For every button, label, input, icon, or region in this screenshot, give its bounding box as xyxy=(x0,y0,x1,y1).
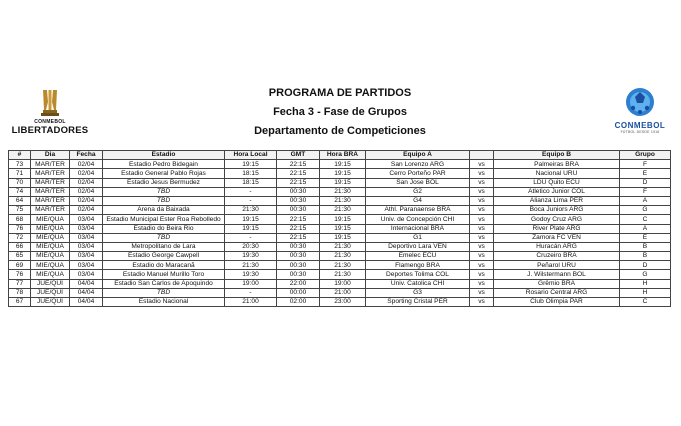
table-cell: vs xyxy=(470,224,494,233)
table-cell: 20:30 xyxy=(225,242,277,251)
column-header: # xyxy=(9,151,31,160)
table-cell: vs xyxy=(470,279,494,288)
table-row xyxy=(9,160,671,169)
table-cell: A xyxy=(620,196,671,205)
title-line-2: Fecha 3 - Fase de Grupos xyxy=(273,106,407,118)
table-cell: 21:30 xyxy=(320,242,366,251)
table-cell: MIE/QUA xyxy=(31,252,70,261)
table-cell: 19:15 xyxy=(320,169,366,178)
table-cell: 70 xyxy=(9,178,31,187)
table-cell: TBD xyxy=(103,233,225,242)
table-cell: MAR/TER xyxy=(31,187,70,196)
table-cell: 19:15 xyxy=(225,160,277,169)
table-cell: MAR/TER xyxy=(31,160,70,169)
table-cell: H xyxy=(620,279,671,288)
table-cell: 00:30 xyxy=(277,196,320,205)
table-cell: 21:30 xyxy=(320,270,366,279)
table-cell: D xyxy=(620,178,671,187)
table-row xyxy=(9,224,671,233)
table-cell: 19:15 xyxy=(225,215,277,224)
table-cell: 22:00 xyxy=(277,279,320,288)
table-cell: 04/04 xyxy=(70,298,103,307)
table-cell: C xyxy=(620,215,671,224)
table-cell: 00:30 xyxy=(277,187,320,196)
table-cell: 66 xyxy=(9,242,31,251)
column-header: Estadio xyxy=(103,151,225,160)
table-row xyxy=(9,242,671,251)
table-cell: 21:00 xyxy=(320,288,366,297)
table-cell: Estadio George Cawpell xyxy=(103,252,225,261)
table-cell: 02/04 xyxy=(70,196,103,205)
table-cell: 76 xyxy=(9,270,31,279)
table-cell: 22:15 xyxy=(277,233,320,242)
table-cell: TBD xyxy=(103,187,225,196)
table-cell: 02/04 xyxy=(70,169,103,178)
table-cell: vs xyxy=(470,169,494,178)
table-cell: F xyxy=(620,160,671,169)
table-cell: 22:15 xyxy=(277,178,320,187)
table-row xyxy=(9,169,671,178)
table-cell: B xyxy=(620,242,671,251)
table-cell: E xyxy=(620,169,671,178)
table-cell: MAR/TER xyxy=(31,196,70,205)
conmebol-text: CONMEBOL xyxy=(614,121,666,130)
document-titles xyxy=(200,84,480,141)
table-row xyxy=(9,178,671,187)
table-cell: Deportivo Lara VEN xyxy=(366,242,470,251)
column-header: Equipo A xyxy=(366,151,470,160)
table-cell: JUE/QUI xyxy=(31,288,70,297)
table-cell: Estadio Pedro Bidegain xyxy=(103,160,225,169)
table-cell: Estadio Manuel Murillo Toro xyxy=(103,270,225,279)
table-cell: 18:15 xyxy=(225,169,277,178)
table-cell: 75 xyxy=(9,206,31,215)
title-line-1: PROGRAMA DE PARTIDOS xyxy=(268,87,412,99)
table-cell: D xyxy=(620,261,671,270)
table-cell: 78 xyxy=(9,288,31,297)
table-cell: vs xyxy=(470,233,494,242)
table-cell: Zamora FC VEN xyxy=(494,233,620,242)
table-cell: Estadio do Maracanã xyxy=(103,261,225,270)
table-cell: 22:15 xyxy=(277,224,320,233)
table-row xyxy=(9,187,671,196)
document-header xyxy=(0,0,681,150)
table-row xyxy=(9,206,671,215)
table-cell: 21:30 xyxy=(225,206,277,215)
table-cell: 00:30 xyxy=(277,270,320,279)
column-header xyxy=(470,151,494,160)
table-cell: San Jose BOL xyxy=(366,178,470,187)
table-cell: - xyxy=(225,196,277,205)
table-cell: Peñarol URU xyxy=(494,261,620,270)
table-cell: Univ. Catolica CHI xyxy=(366,279,470,288)
table-cell: vs xyxy=(470,261,494,270)
table-cell: 02/04 xyxy=(70,206,103,215)
table-row xyxy=(9,288,671,297)
table-row xyxy=(9,215,671,224)
table-cell: Club Olimpia PAR xyxy=(494,298,620,307)
table-cell: vs xyxy=(470,187,494,196)
table-cell: Sporting Cristal PER xyxy=(366,298,470,307)
table-cell: 19:15 xyxy=(320,160,366,169)
table-cell: J. Wilstermann BOL xyxy=(494,270,620,279)
table-cell: Estadio Municipal Ester Roa Rebolledo xyxy=(103,215,225,224)
table-cell: G xyxy=(620,270,671,279)
table-cell: Rosario Central ARG xyxy=(494,288,620,297)
table-cell: MIE/QUA xyxy=(31,215,70,224)
table-cell: - xyxy=(225,233,277,242)
table-row xyxy=(9,270,671,279)
table-cell: 22:15 xyxy=(277,169,320,178)
table-cell: 19:15 xyxy=(320,215,366,224)
column-header: Hora BRA xyxy=(320,151,366,160)
table-cell: vs xyxy=(470,215,494,224)
table-cell: vs xyxy=(470,160,494,169)
table-cell: Palmeiras BRA xyxy=(494,160,620,169)
table-cell: 72 xyxy=(9,233,31,242)
table-cell: 19:15 xyxy=(320,224,366,233)
table-cell: San Lorenzo ARG xyxy=(366,160,470,169)
table-cell: Godoy Cruz ARG xyxy=(494,215,620,224)
table-cell: C xyxy=(620,298,671,307)
table-cell: Arena da Baixada xyxy=(103,206,225,215)
table-cell: LDU Quito ECU xyxy=(494,178,620,187)
table-cell: vs xyxy=(470,288,494,297)
table-cell: 22:15 xyxy=(277,160,320,169)
table-header-row xyxy=(9,151,671,160)
table-cell: - xyxy=(225,288,277,297)
table-cell: Univ. de Concepción CHI xyxy=(366,215,470,224)
title-line-3: Departamento de Competiciones xyxy=(254,125,426,137)
table-cell: 22:15 xyxy=(277,215,320,224)
table-cell: 03/04 xyxy=(70,233,103,242)
table-cell: 00:00 xyxy=(277,288,320,297)
table-cell: MIE/QUA xyxy=(31,270,70,279)
table-cell: TBD xyxy=(103,288,225,297)
table-cell: vs xyxy=(470,242,494,251)
table-cell: MAR/TER xyxy=(31,178,70,187)
table-cell: vs xyxy=(470,196,494,205)
table-cell: 00:30 xyxy=(277,261,320,270)
table-cell: E xyxy=(620,233,671,242)
table-cell: 03/04 xyxy=(70,270,103,279)
conmebol-tagline: FÚTBOL DESDE 1916 xyxy=(620,130,660,134)
table-row xyxy=(9,233,671,242)
table-cell: G xyxy=(620,206,671,215)
table-cell: Internacional BRA xyxy=(366,224,470,233)
table-cell: vs xyxy=(470,252,494,261)
table-cell: 03/04 xyxy=(70,215,103,224)
table-cell: 76 xyxy=(9,224,31,233)
table-cell: 19:00 xyxy=(320,279,366,288)
table-cell: G3 xyxy=(366,288,470,297)
table-cell: Estadio Jesus Bermudez xyxy=(103,178,225,187)
table-cell: MIE/QUA xyxy=(31,224,70,233)
table-cell: G1 xyxy=(366,233,470,242)
table-cell: 00:30 xyxy=(277,242,320,251)
table-cell: 04/04 xyxy=(70,288,103,297)
table-cell: 69 xyxy=(9,261,31,270)
table-row xyxy=(9,196,671,205)
table-cell: JUE/QUI xyxy=(31,279,70,288)
table-cell: MIE/QUA xyxy=(31,242,70,251)
table-cell: F xyxy=(620,187,671,196)
table-cell: vs xyxy=(470,178,494,187)
table-cell: 21:30 xyxy=(225,261,277,270)
table-cell: 65 xyxy=(9,252,31,261)
table-cell: 02/04 xyxy=(70,187,103,196)
column-header: Hora Local xyxy=(225,151,277,160)
conmebol-ball-icon xyxy=(622,86,658,120)
table-cell: 67 xyxy=(9,298,31,307)
table-cell: 21:30 xyxy=(320,206,366,215)
table-cell: 02:00 xyxy=(277,298,320,307)
table-cell: 68 xyxy=(9,215,31,224)
table-cell: Metropolitano de Lara xyxy=(103,242,225,251)
column-header: Equipo B xyxy=(494,151,620,160)
column-header: GMT xyxy=(277,151,320,160)
libertadores-logo xyxy=(8,88,92,140)
table-cell: A xyxy=(620,224,671,233)
table-cell: 00:30 xyxy=(277,206,320,215)
table-cell: 19:30 xyxy=(225,252,277,261)
column-header: Grupo xyxy=(620,151,671,160)
table-cell: 19:15 xyxy=(225,224,277,233)
table-cell: - xyxy=(225,187,277,196)
table-cell: 00:30 xyxy=(277,252,320,261)
table-cell: MAR/TER xyxy=(31,206,70,215)
table-cell: Estadio General Pablo Rojas xyxy=(103,169,225,178)
trophy-icon xyxy=(35,88,65,118)
table-cell: 02/04 xyxy=(70,178,103,187)
conmebol-logo xyxy=(605,86,675,142)
table-cell: 21:30 xyxy=(320,252,366,261)
table-cell: 03/04 xyxy=(70,224,103,233)
table-cell: 03/04 xyxy=(70,261,103,270)
table-cell: 19:15 xyxy=(320,233,366,242)
table-cell: 64 xyxy=(9,196,31,205)
table-cell: 21:30 xyxy=(320,187,366,196)
match-schedule-table xyxy=(8,150,671,307)
table-cell: Flamengo BRA xyxy=(366,261,470,270)
table-cell: 21:30 xyxy=(320,196,366,205)
table-cell: Atletico Junior COL xyxy=(494,187,620,196)
table-cell: 21:30 xyxy=(320,261,366,270)
table-cell: Cruzeiro BRA xyxy=(494,252,620,261)
table-cell: 19:00 xyxy=(225,279,277,288)
table-cell: River Plate ARG xyxy=(494,224,620,233)
table-cell: 18:15 xyxy=(225,178,277,187)
table-cell: 03/04 xyxy=(70,242,103,251)
table-cell: B xyxy=(620,252,671,261)
table-cell: 04/04 xyxy=(70,279,103,288)
logo-big-text: LIBERTADORES xyxy=(11,125,89,136)
logo-small-text: CONMEBOL xyxy=(34,119,66,125)
table-cell: Athl. Paranaense BRA xyxy=(366,206,470,215)
table-cell: MIE/QUA xyxy=(31,261,70,270)
table-cell: vs xyxy=(470,298,494,307)
table-cell: Nacional URU xyxy=(494,169,620,178)
table-cell: Estadio do Beira Rio xyxy=(103,224,225,233)
table-cell: 71 xyxy=(9,169,31,178)
table-cell: 73 xyxy=(9,160,31,169)
table-cell: Emelec ECU xyxy=(366,252,470,261)
table-cell: 23:00 xyxy=(320,298,366,307)
table-cell: Alianza Lima PER xyxy=(494,196,620,205)
table-cell: Grêmio BRA xyxy=(494,279,620,288)
table-body xyxy=(9,160,671,307)
table-cell: G4 xyxy=(366,196,470,205)
table-cell: Huracán ARG xyxy=(494,242,620,251)
table-cell: Estadio Nacional xyxy=(103,298,225,307)
table-cell: JUE/QUI xyxy=(31,298,70,307)
table-cell: Cerro Porteño PAR xyxy=(366,169,470,178)
table-row xyxy=(9,252,671,261)
table-cell: 19:30 xyxy=(225,270,277,279)
table-row xyxy=(9,279,671,288)
column-header: Fecha xyxy=(70,151,103,160)
table-cell: 19:15 xyxy=(320,178,366,187)
table-cell: vs xyxy=(470,270,494,279)
table-cell: MIE/QUA xyxy=(31,233,70,242)
table-cell: G2 xyxy=(366,187,470,196)
column-header: Dia xyxy=(31,151,70,160)
table-cell: Boca Juniors ARG xyxy=(494,206,620,215)
table-cell: Deportes Tolima COL xyxy=(366,270,470,279)
table-cell: 02/04 xyxy=(70,160,103,169)
table-cell: 77 xyxy=(9,279,31,288)
table-cell: 03/04 xyxy=(70,252,103,261)
table-cell: TBD xyxy=(103,196,225,205)
table-row xyxy=(9,298,671,307)
table-cell: H xyxy=(620,288,671,297)
table-row xyxy=(9,261,671,270)
table-cell: 21:00 xyxy=(225,298,277,307)
table-cell: MAR/TER xyxy=(31,169,70,178)
table-cell: vs xyxy=(470,206,494,215)
table-cell: 74 xyxy=(9,187,31,196)
table-cell: Estadio San Carlos de Apoquindo xyxy=(103,279,225,288)
